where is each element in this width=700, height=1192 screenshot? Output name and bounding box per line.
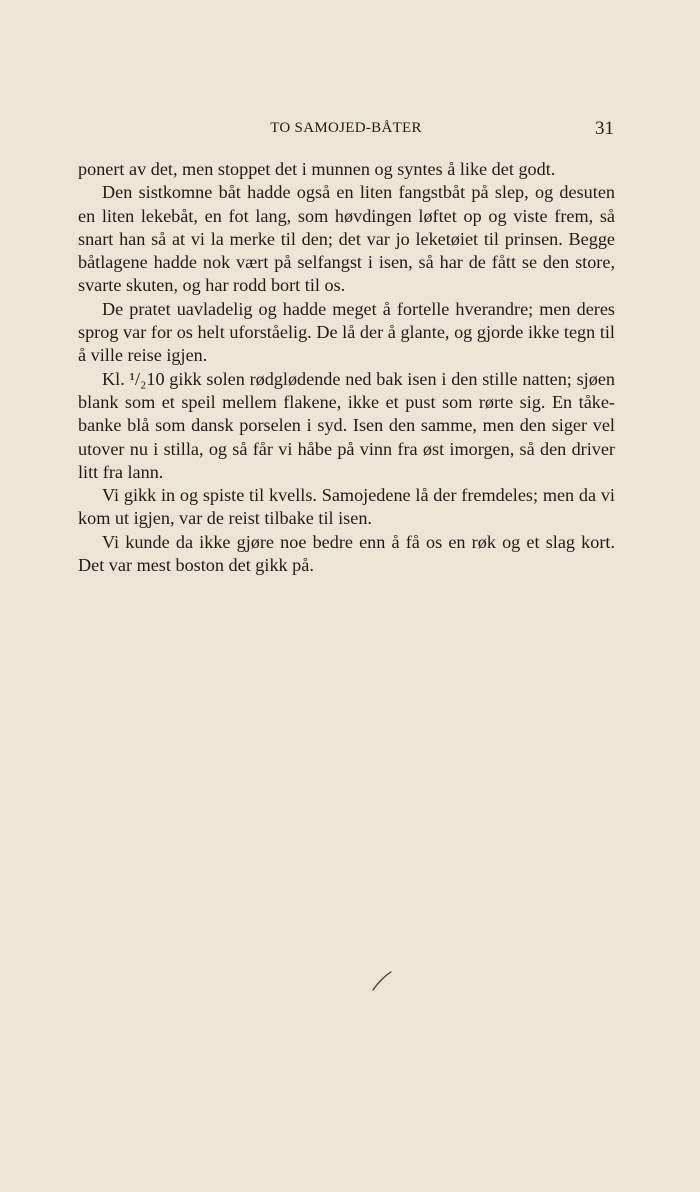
paragraph: Vi kunde da ikke gjøre noe bedre enn å få os en røk og et slag kort. Det var mest boston det gikk på. — [78, 531, 615, 576]
paragraph: Vi gikk in og spiste til kvells. Samojedene lå der fremdeles; men da vi kom ut igjen, var de reist tilbake til isen. — [78, 485, 615, 529]
page-header — [78, 118, 614, 142]
paragraph: De pratet uavladelig og hadde meget å fortelle hverandre; men deres sprog var for os helt uforståelig. De lå der å glante, og gjorde ikke tegn til å ville reise igjen. — [78, 298, 615, 366]
paragraph: ponert av det, men stoppet det i munnen og syntes å like det godt. — [78, 159, 556, 179]
paragraph: Kl. ¹/₂10 gikk solen rødglødende ned bak isen i den stille natten; sjøen blank som et speil mellem flakene, ikke et pust som rørte sig. En tåke-banke blå som dansk porselen i syd. Isen den samme, men den siger vel utover nu i stilla, og så får vi håbe på vinn fra øst imorgen, så den driver litt fra lann. — [78, 368, 615, 482]
running-title: TO SAMOJED-BÅTER — [270, 120, 422, 136]
body-text — [78, 158, 615, 577]
paragraph: Den sistkomne båt hadde også en liten fangstbåt på slep, og desuten en liten lekebåt, en fot lang, som høvdingen løftet op og viste frem, så snart han så at vi la merke til den; det var jo leketøiet til prinsen. Begge båtlagene hadde nok vært på selfangst i isen, så har de fått se den store, svarte skuten, og har rodd bort til os. — [78, 182, 615, 296]
pencil-mark-icon — [370, 970, 394, 992]
page-number: 31 — [595, 118, 614, 139]
